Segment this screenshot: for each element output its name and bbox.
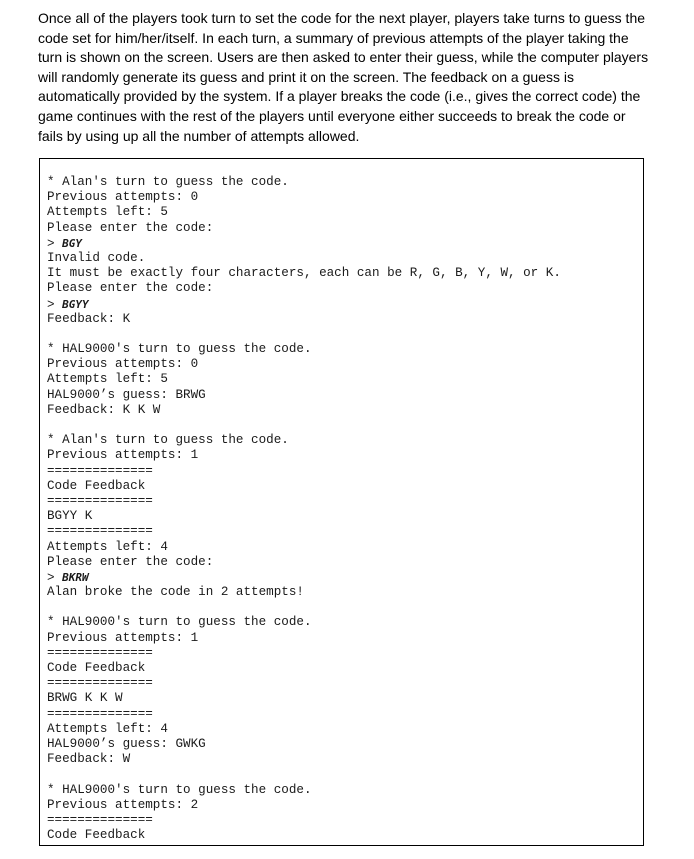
console-output-line: Code Feedback: [47, 478, 146, 493]
console-user-input: BGY: [62, 236, 82, 250]
console-output-line: Invalid code.: [47, 250, 146, 265]
console-output-line: ==============: [47, 812, 153, 827]
console-prompt: >: [47, 297, 63, 312]
console-output-line: Please enter the code:: [47, 554, 214, 569]
console-output-line: Please enter the code:: [47, 220, 214, 235]
intro-paragraph: Once all of the players took turn to set the code for the next player, players take turns to guess the code set for him/her/itself. In each turn, a summary of previous attempts of the player taking the turn is shown on the screen. Users are then asked to enter their guess, while the computer players will randomly generate its guess and print it on the screen. The feedback on a guess is automatically provided by the system. If a player breaks the code (i.e., gives the correct code) the game continues with the rest of the players until everyone either succeeds to break the code or fails by using up all the number of attempts allowed.: [38, 10, 649, 144]
console-output-line: Previous attempts: 1: [47, 448, 199, 463]
console-output-line: Attempts left: 4: [47, 721, 168, 736]
console-output-line: HAL9000’s guess: BRWG: [47, 387, 206, 402]
console-output-line: Attempts left: 4: [47, 539, 168, 554]
console-output-line: ==============: [47, 463, 153, 478]
console-output-box: [39, 158, 644, 846]
console-output-line: * Alan's turn to guess the code.: [47, 175, 289, 189]
console-output-line: Previous attempts: 0: [47, 190, 199, 205]
console-output-line: * Alan's turn to guess the code.: [47, 433, 289, 448]
console-blank-line: [47, 418, 639, 433]
console-output-line: Alan broke the code in 2 attempts!: [47, 585, 304, 600]
console-output-line: ==============: [47, 645, 153, 660]
console-output-line: ==============: [47, 524, 153, 539]
console-output-line: HAL9000’s guess: GWKG: [47, 736, 206, 751]
console-output-line: Feedback: K K W: [47, 402, 161, 417]
console-output-line: * HAL9000's turn to guess the code.: [47, 615, 312, 630]
console-output-line: Attempts left: 5: [47, 372, 168, 387]
console-output-line: Code Feedback: [47, 828, 146, 843]
console-prompt: >: [47, 236, 63, 251]
console-user-input: BKRW: [62, 570, 89, 584]
console-user-input-line: [47, 570, 639, 585]
console-user-input-line: [47, 297, 639, 312]
console-output-line: * HAL9000's turn to guess the code.: [47, 782, 312, 797]
console-blank-line: [47, 600, 639, 615]
console-output-line: Feedback: K: [47, 311, 131, 326]
console-user-input: BGYY: [62, 297, 89, 311]
console-blank-line: [47, 327, 639, 342]
console-output-line: Please enter the code:: [47, 281, 214, 296]
console-output-line: Previous attempts: 1: [47, 630, 199, 645]
console-blank-line: [47, 767, 639, 782]
console-output-line: Previous attempts: 2: [47, 797, 199, 812]
console-output-line: BGYY K: [47, 509, 93, 524]
console-output-line: Previous attempts: 0: [47, 357, 199, 372]
console-prompt: >: [47, 570, 63, 585]
console-output-line: Attempts left: 5: [47, 205, 168, 220]
console-user-input-line: [47, 236, 639, 251]
console-output-line: Code Feedback: [47, 661, 146, 675]
console-output-line: * HAL9000's turn to guess the code.: [47, 342, 312, 357]
console-output-line: Feedback: W: [47, 752, 131, 767]
console-output-line: ==============: [47, 493, 153, 508]
console-output-line: It must be exactly four characters, each can be R, G, B, Y, W, or K.: [47, 266, 561, 281]
console-output-line: ==============: [47, 706, 153, 721]
console-output-line: BRWG K K W: [47, 691, 123, 706]
console-body: [47, 175, 639, 843]
console-output-line: ==============: [47, 676, 153, 691]
